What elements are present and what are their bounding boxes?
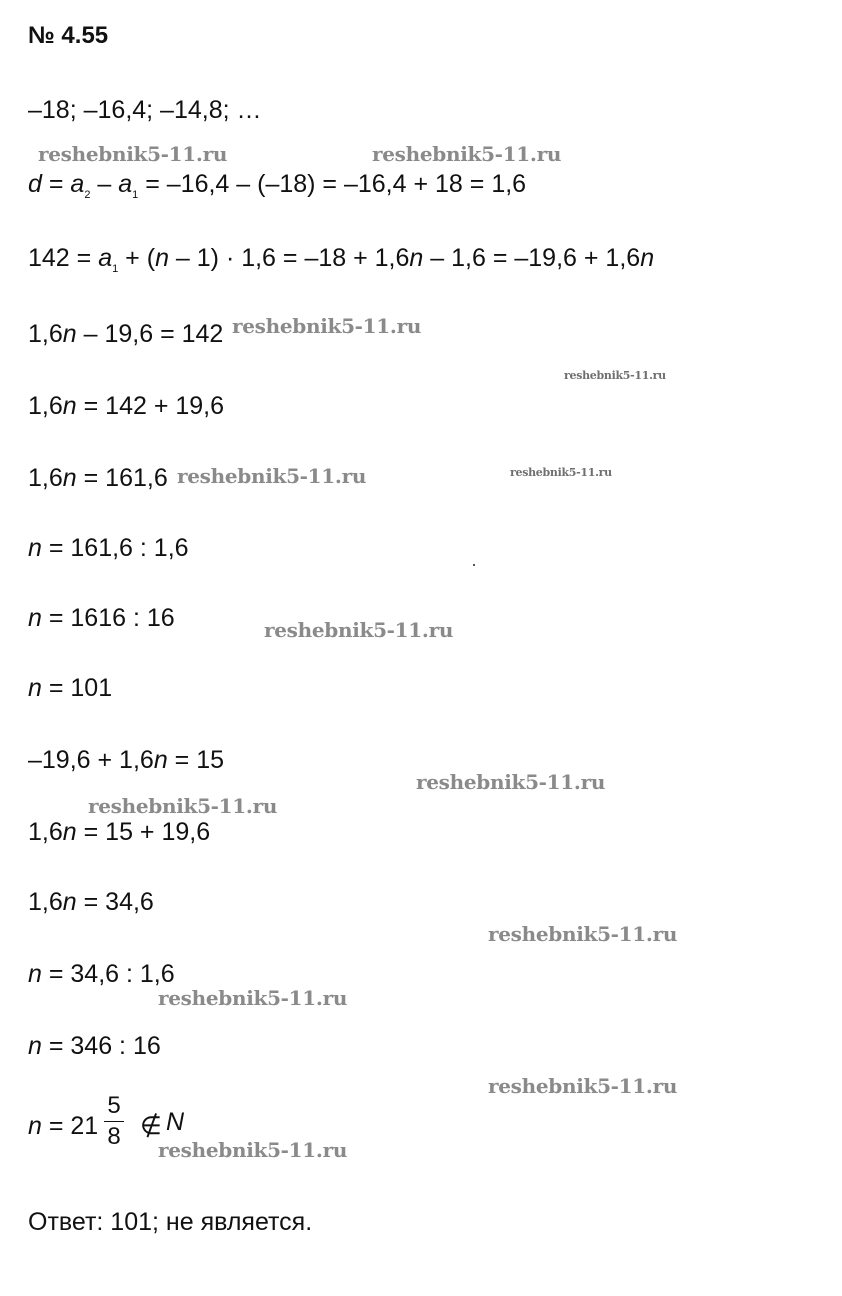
watermark: reshebnik5-11.ru — [488, 1074, 678, 1098]
difference-line: $d = a_2 - a_1 = -16,4 - (-18) = -16,4 + 18 = 1,6$ — [28, 170, 527, 201]
equation-line-8: n = 101 — [28, 674, 113, 702]
mixed-fraction — [104, 1094, 124, 1149]
watermark: reshebnik5-11.ru — [158, 1138, 348, 1162]
fraction-numerator: 5 — [107, 1092, 121, 1119]
nth-term-line: $142 = a_1 + (n - 1) \cdot 1,6 = -18 + 1,6n - 1,6 = -19,6 + 1,6n$ — [28, 244, 655, 275]
equation-line-9: –19,6 + 1,6n = 15 — [28, 746, 225, 774]
natural-set-symbol: N — [166, 1108, 185, 1136]
fraction-bar — [104, 1121, 124, 1122]
answer-line: Ответ: 101; не является. — [28, 1208, 313, 1236]
watermark: reshebnik5-11.ru — [564, 369, 666, 382]
equation-line-13: n = 346 : 16 — [28, 1032, 161, 1060]
watermark: reshebnik5-11.ru — [232, 314, 422, 338]
not-in-naturals — [140, 1114, 162, 1139]
watermark: reshebnik5-11.ru — [158, 986, 348, 1010]
equation-line-5: 1,6n = 161,6 — [28, 464, 168, 492]
watermark: reshebnik5-11.ru — [510, 466, 612, 479]
fraction-denominator: 8 — [107, 1123, 121, 1151]
watermark: reshebnik5-11.ru — [372, 142, 562, 166]
equation-line-14: n = 21 — [28, 1112, 99, 1140]
equation-line-10: 1,6n = 15 + 19,6 — [28, 818, 211, 846]
watermark: reshebnik5-11.ru — [88, 794, 278, 818]
equation-line-4: 1,6n = 142 + 19,6 — [28, 392, 225, 420]
watermark: reshebnik5-11.ru — [264, 618, 454, 642]
not-element-of-icon: ∉ — [140, 1112, 162, 1140]
watermark: reshebnik5-11.ru — [416, 770, 606, 794]
equation-line-3: 1,6n – 19,6 = 142 — [28, 320, 224, 348]
watermark: reshebnik5-11.ru — [38, 142, 228, 166]
equation-line-6: n = 161,6 : 1,6 — [28, 534, 189, 562]
stray-dot — [473, 564, 475, 566]
sequence-line: –18; –16,4; –14,8; … — [28, 96, 262, 124]
problem-number: № 4.55 — [28, 22, 109, 49]
equation-line-11: 1,6n = 34,6 — [28, 888, 154, 916]
equation-line-12: n = 34,6 : 1,6 — [28, 960, 175, 988]
watermark: reshebnik5-11.ru — [488, 922, 678, 946]
equation-line-7: n = 1616 : 16 — [28, 604, 175, 632]
watermark: reshebnik5-11.ru — [177, 464, 367, 488]
